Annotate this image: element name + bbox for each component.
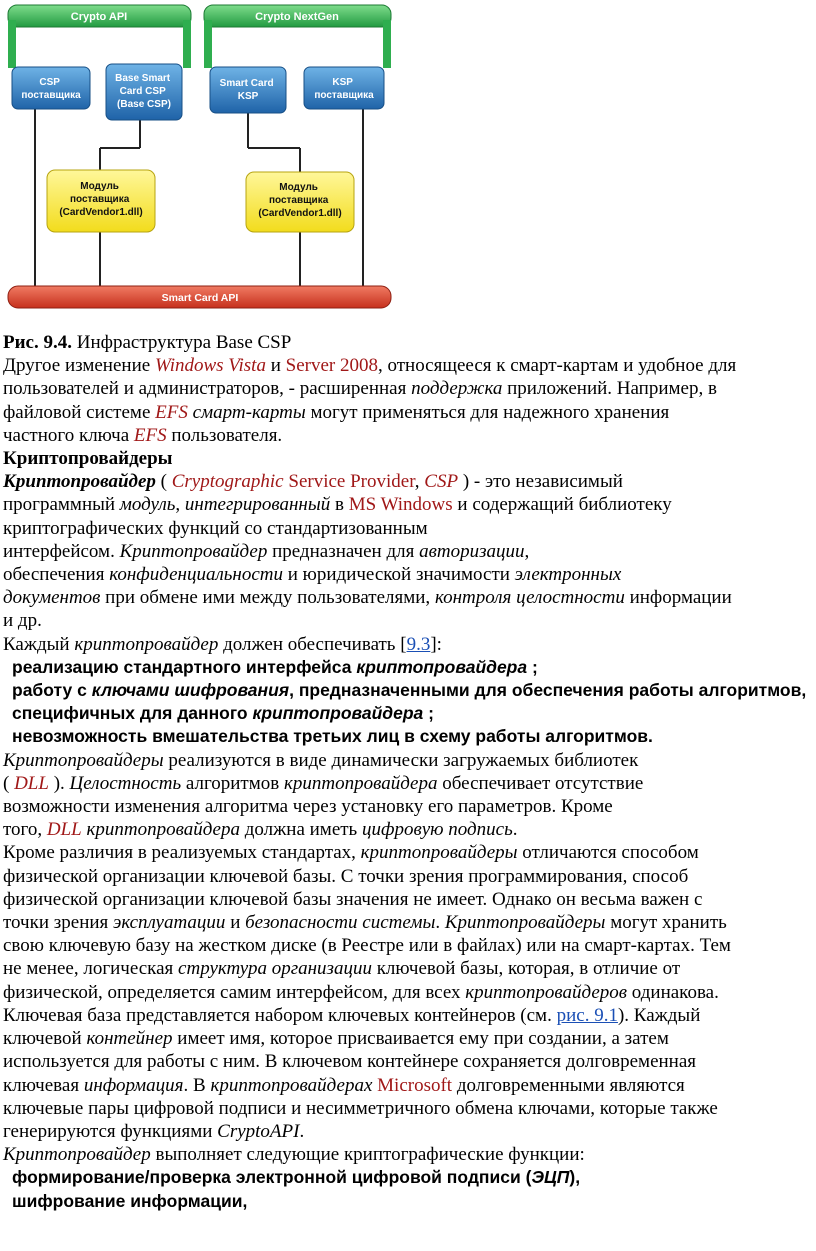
text-run: конфиденциальности	[109, 564, 283, 586]
text-run: должна иметь	[240, 819, 362, 841]
text-run: EFS	[133, 424, 167, 446]
text-run: Каждый	[3, 633, 75, 655]
text-line	[0, 609, 816, 632]
text-run: Service Provider	[283, 471, 415, 493]
crypto-nextgen-bar	[204, 5, 391, 68]
text-line	[0, 749, 816, 772]
text-run: ).	[48, 772, 70, 794]
text-run: криптопровайдеры	[360, 842, 518, 864]
text-run: не менее, логическая	[3, 958, 179, 980]
text-line	[0, 354, 816, 377]
smart-card-ksp-line: Smart Card	[219, 78, 274, 89]
text-run: ключевая	[3, 1074, 84, 1096]
text-run: Другое изменение	[3, 355, 155, 377]
text-run: и юридической значимости	[283, 564, 515, 586]
text-run: должен обеспечивать [	[218, 633, 407, 655]
text-line	[0, 888, 816, 911]
text-run: интерфейсом.	[3, 540, 120, 562]
text-run: (	[3, 772, 15, 794]
reference-link[interactable]: рис. 9.1	[556, 1004, 618, 1026]
text-run: приложений. Например, в	[502, 378, 717, 400]
csp-vendor-line: CSP	[39, 77, 60, 88]
text-run: . В	[183, 1074, 211, 1096]
text-line	[0, 1074, 816, 1097]
text-run: ),	[569, 1167, 581, 1188]
vendor-module-left-line: (CardVendor1.dll)	[59, 207, 143, 218]
text-run: ,	[175, 494, 185, 516]
text-line	[0, 1097, 816, 1120]
base-csp-infrastructure-diagram	[0, 0, 400, 320]
text-run: и др.	[3, 610, 42, 632]
text-run: одинакова.	[627, 981, 719, 1003]
text-run: Server 2008	[285, 355, 378, 377]
document-body	[0, 331, 816, 1213]
crypto-nextgen-label: Crypto NextGen	[255, 11, 339, 23]
text-run: формирование/проверка электронной цифровой подписи (	[12, 1167, 532, 1188]
text-run: .	[299, 1120, 305, 1142]
reference-link[interactable]: 9.3	[406, 633, 431, 655]
text-run: при обмене ими между пользователями,	[100, 587, 435, 609]
text-run: имеет имя, которое присваивается ему при создании, а затем	[172, 1028, 669, 1050]
text-run: криптопровайдер	[74, 633, 219, 655]
text-run: невозможность вмешательства третьих лиц в схему работы алгоритмов.	[12, 726, 653, 747]
ksp-vendor-box	[304, 67, 384, 109]
text-run: Криптопровайдеры	[3, 749, 164, 771]
text-line	[0, 656, 816, 679]
text-run: программный	[3, 494, 120, 516]
text-run: свою ключевую базу на жестком диске (в Реестре или в файлах) или на смарт-картах. Тем	[3, 935, 731, 957]
base-csp-line: (Base CSP)	[117, 99, 171, 110]
text-run: в	[330, 494, 349, 516]
text-run: Криптопровайдер	[3, 1144, 151, 1166]
text-run: пользователя.	[166, 424, 283, 446]
text-run: частного ключа	[3, 424, 134, 446]
text-line	[0, 1190, 816, 1213]
text-run: Целостность	[69, 772, 182, 794]
text-run: EFS	[155, 401, 188, 423]
text-run: информации	[624, 587, 732, 609]
text-line	[0, 841, 816, 864]
smart-card-ksp-box	[210, 67, 286, 113]
text-line	[0, 493, 816, 516]
text-line	[0, 586, 816, 609]
text-run: электронных	[514, 564, 622, 586]
text-run: авторизации	[419, 540, 525, 562]
text-run: CryptoAPI	[217, 1120, 300, 1142]
text-run: Криптопровайдеры	[3, 448, 173, 470]
text-run: и	[225, 912, 246, 934]
text-run: алгоритмов	[181, 772, 284, 794]
text-run: Ключевая база представляется набором ключевых контейнеров (см.	[3, 1004, 557, 1026]
text-line	[0, 331, 816, 354]
text-run: используется для работы с ним. В ключевом контейнере сохраняется долговременная	[3, 1051, 697, 1073]
smart-card-ksp-line: KSP	[237, 91, 259, 102]
text-run: Криптопровайдер	[3, 471, 156, 493]
svg-text:Base Smart Card CSP	[115, 73, 173, 110]
text-run: интегрированный	[184, 494, 331, 516]
text-run: MS Windows	[348, 494, 453, 516]
text-line	[0, 540, 816, 563]
text-run: специфичных для данного	[12, 703, 253, 724]
text-run: Кроме различия в реализуемых стандартах,	[3, 842, 361, 864]
vendor-module-right-line: (CardVendor1.dll)	[258, 208, 342, 219]
text-run: контроля целостности	[434, 587, 625, 609]
text-run: Криптопровайдеры	[444, 912, 606, 934]
smart-card-api-label: Smart Card API	[161, 292, 239, 304]
text-run: отличаются способом	[517, 842, 699, 864]
text-run: возможности изменения алгоритма через установку его параметров. Кроме	[3, 796, 613, 818]
text-run: реализуются в виде динамически загружаемых библиотек	[163, 749, 639, 771]
text-line	[0, 517, 816, 540]
text-run: ) - это независимый	[458, 471, 623, 493]
text-run: ,	[524, 540, 530, 562]
text-line	[0, 865, 816, 888]
text-line	[0, 679, 816, 702]
text-run: .	[512, 819, 518, 841]
text-line	[0, 957, 816, 980]
text-line	[0, 377, 816, 400]
text-run: безопасности системы	[245, 912, 436, 934]
text-run: ключами шифрования	[91, 680, 290, 701]
text-run: и	[265, 355, 286, 377]
text-line	[0, 772, 816, 795]
text-run: выполняет следующие криптографические функции:	[150, 1144, 585, 1166]
text-run: обеспечивает отсутствие	[437, 772, 644, 794]
crypto-api-bar	[8, 5, 191, 68]
text-run: генерируются функциями	[3, 1120, 218, 1142]
text-line	[0, 633, 816, 656]
text-line	[0, 1143, 816, 1166]
text-run: модуль	[119, 494, 176, 516]
text-line	[0, 725, 816, 748]
text-run: долговременными являются	[452, 1074, 685, 1096]
text-run: , относящееся к смарт-картам и удобное для	[377, 355, 737, 377]
vendor-module-right-line: Модуль	[279, 182, 318, 193]
csp-vendor-box	[12, 67, 90, 109]
text-line	[0, 1050, 816, 1073]
text-line	[0, 911, 816, 934]
text-run: предназначен для	[267, 540, 420, 562]
text-run: DLL	[46, 819, 82, 841]
text-line	[0, 934, 816, 957]
text-run: и содержащий библиотеку	[452, 494, 672, 516]
text-run: криптопровайдера	[86, 819, 240, 841]
text-run: контейнер	[86, 1028, 173, 1050]
text-run: физической организации ключевой базы значения не имеет. Однако он весьма важен с	[3, 888, 703, 910]
text-run: точки зрения	[3, 912, 114, 934]
text-run: , предназначенными для обеспечения работы алгоритмов,	[289, 680, 807, 701]
text-line	[0, 1027, 816, 1050]
vendor-module-left-line: Модуль	[80, 181, 119, 192]
text-run: Cryptographic	[171, 471, 284, 493]
text-run: ЭЦП	[531, 1167, 570, 1188]
text-line	[0, 1166, 816, 1189]
text-line	[0, 795, 816, 818]
text-run: информация	[83, 1074, 184, 1096]
text-run: Windows Vista	[154, 355, 266, 377]
text-run: физической, определяется самим интерфейсом, для всех	[3, 981, 466, 1003]
text-run: могут хранить	[605, 912, 727, 934]
text-run: ]:	[430, 633, 442, 655]
text-line	[0, 1120, 816, 1143]
text-run: ,	[414, 471, 425, 493]
text-run: DLL	[14, 772, 49, 794]
text-line	[0, 424, 816, 447]
text-run: ;	[423, 703, 434, 724]
text-run: криптопровайдера	[283, 772, 438, 794]
text-run: обеспечения	[3, 564, 110, 586]
text-run: смарт-карты	[192, 401, 306, 423]
text-run: CSP	[424, 471, 459, 493]
text-run: поддержка	[411, 378, 503, 400]
vendor-module-right-box	[246, 172, 354, 232]
base-csp-line: Card CSP	[119, 86, 166, 97]
text-run: пользователей и администраторов, - расширенная	[3, 378, 412, 400]
text-run: криптопровайдера	[356, 656, 528, 677]
text-run: работу с	[12, 680, 92, 701]
text-run: Криптопровайдер	[119, 540, 268, 562]
text-run: ;	[527, 656, 538, 677]
text-run: файловой системе	[3, 401, 156, 423]
smart-card-api-bar	[8, 286, 391, 308]
text-run: Microsoft	[377, 1074, 453, 1096]
text-run: цифровую подпись	[361, 819, 513, 841]
text-line	[0, 1004, 816, 1027]
text-run: структура организации	[178, 958, 372, 980]
base-smart-card-csp-box	[106, 64, 182, 120]
text-run: могут применяться для надежного хранения	[305, 401, 670, 423]
text-run: ключевой	[3, 1028, 87, 1050]
csp-vendor-line: поставщика	[21, 90, 81, 101]
vendor-module-right-line: поставщика	[268, 195, 329, 206]
text-line	[0, 702, 816, 725]
text-run: шифрование информации,	[12, 1190, 248, 1211]
text-line	[0, 563, 816, 586]
ksp-vendor-line: KSP	[332, 77, 353, 88]
text-run: криптопровайдеров	[465, 981, 628, 1003]
text-run: Инфраструктура Base CSP	[72, 332, 292, 353]
text-run: ). Каждый	[617, 1004, 701, 1026]
text-run: криптопровайдера	[252, 703, 424, 724]
ksp-vendor-line: поставщика	[314, 90, 374, 101]
text-line	[0, 818, 816, 841]
text-run: реализацию стандартного интерфейса	[12, 656, 357, 677]
text-line	[0, 447, 816, 470]
text-run: ключевые пары цифровой подписи и несимметричного обмена ключами, которые также	[3, 1097, 718, 1119]
text-run: эксплуатации	[113, 912, 226, 934]
text-run: документов	[3, 587, 101, 609]
text-run: .	[435, 912, 445, 934]
text-run: криптографических функций со стандартизованным	[3, 517, 428, 539]
text-line	[0, 981, 816, 1004]
text-run: (	[155, 471, 172, 493]
text-run: ключевой базы, которая, в отличие от	[371, 958, 681, 980]
text-run: того,	[3, 819, 47, 841]
text-run: физической организации ключевой базы. С точки зрения программирования, способ	[3, 865, 689, 887]
text-line	[0, 470, 816, 493]
vendor-module-left-box	[47, 170, 155, 232]
vendor-module-left-line: поставщика	[69, 194, 130, 205]
text-line	[0, 401, 816, 424]
text-run: криптопровайдерах	[210, 1074, 373, 1096]
crypto-api-label: Crypto API	[70, 11, 128, 23]
base-csp-line: Base Smart	[115, 73, 171, 84]
text-run: Рис. 9.4.	[3, 332, 72, 353]
